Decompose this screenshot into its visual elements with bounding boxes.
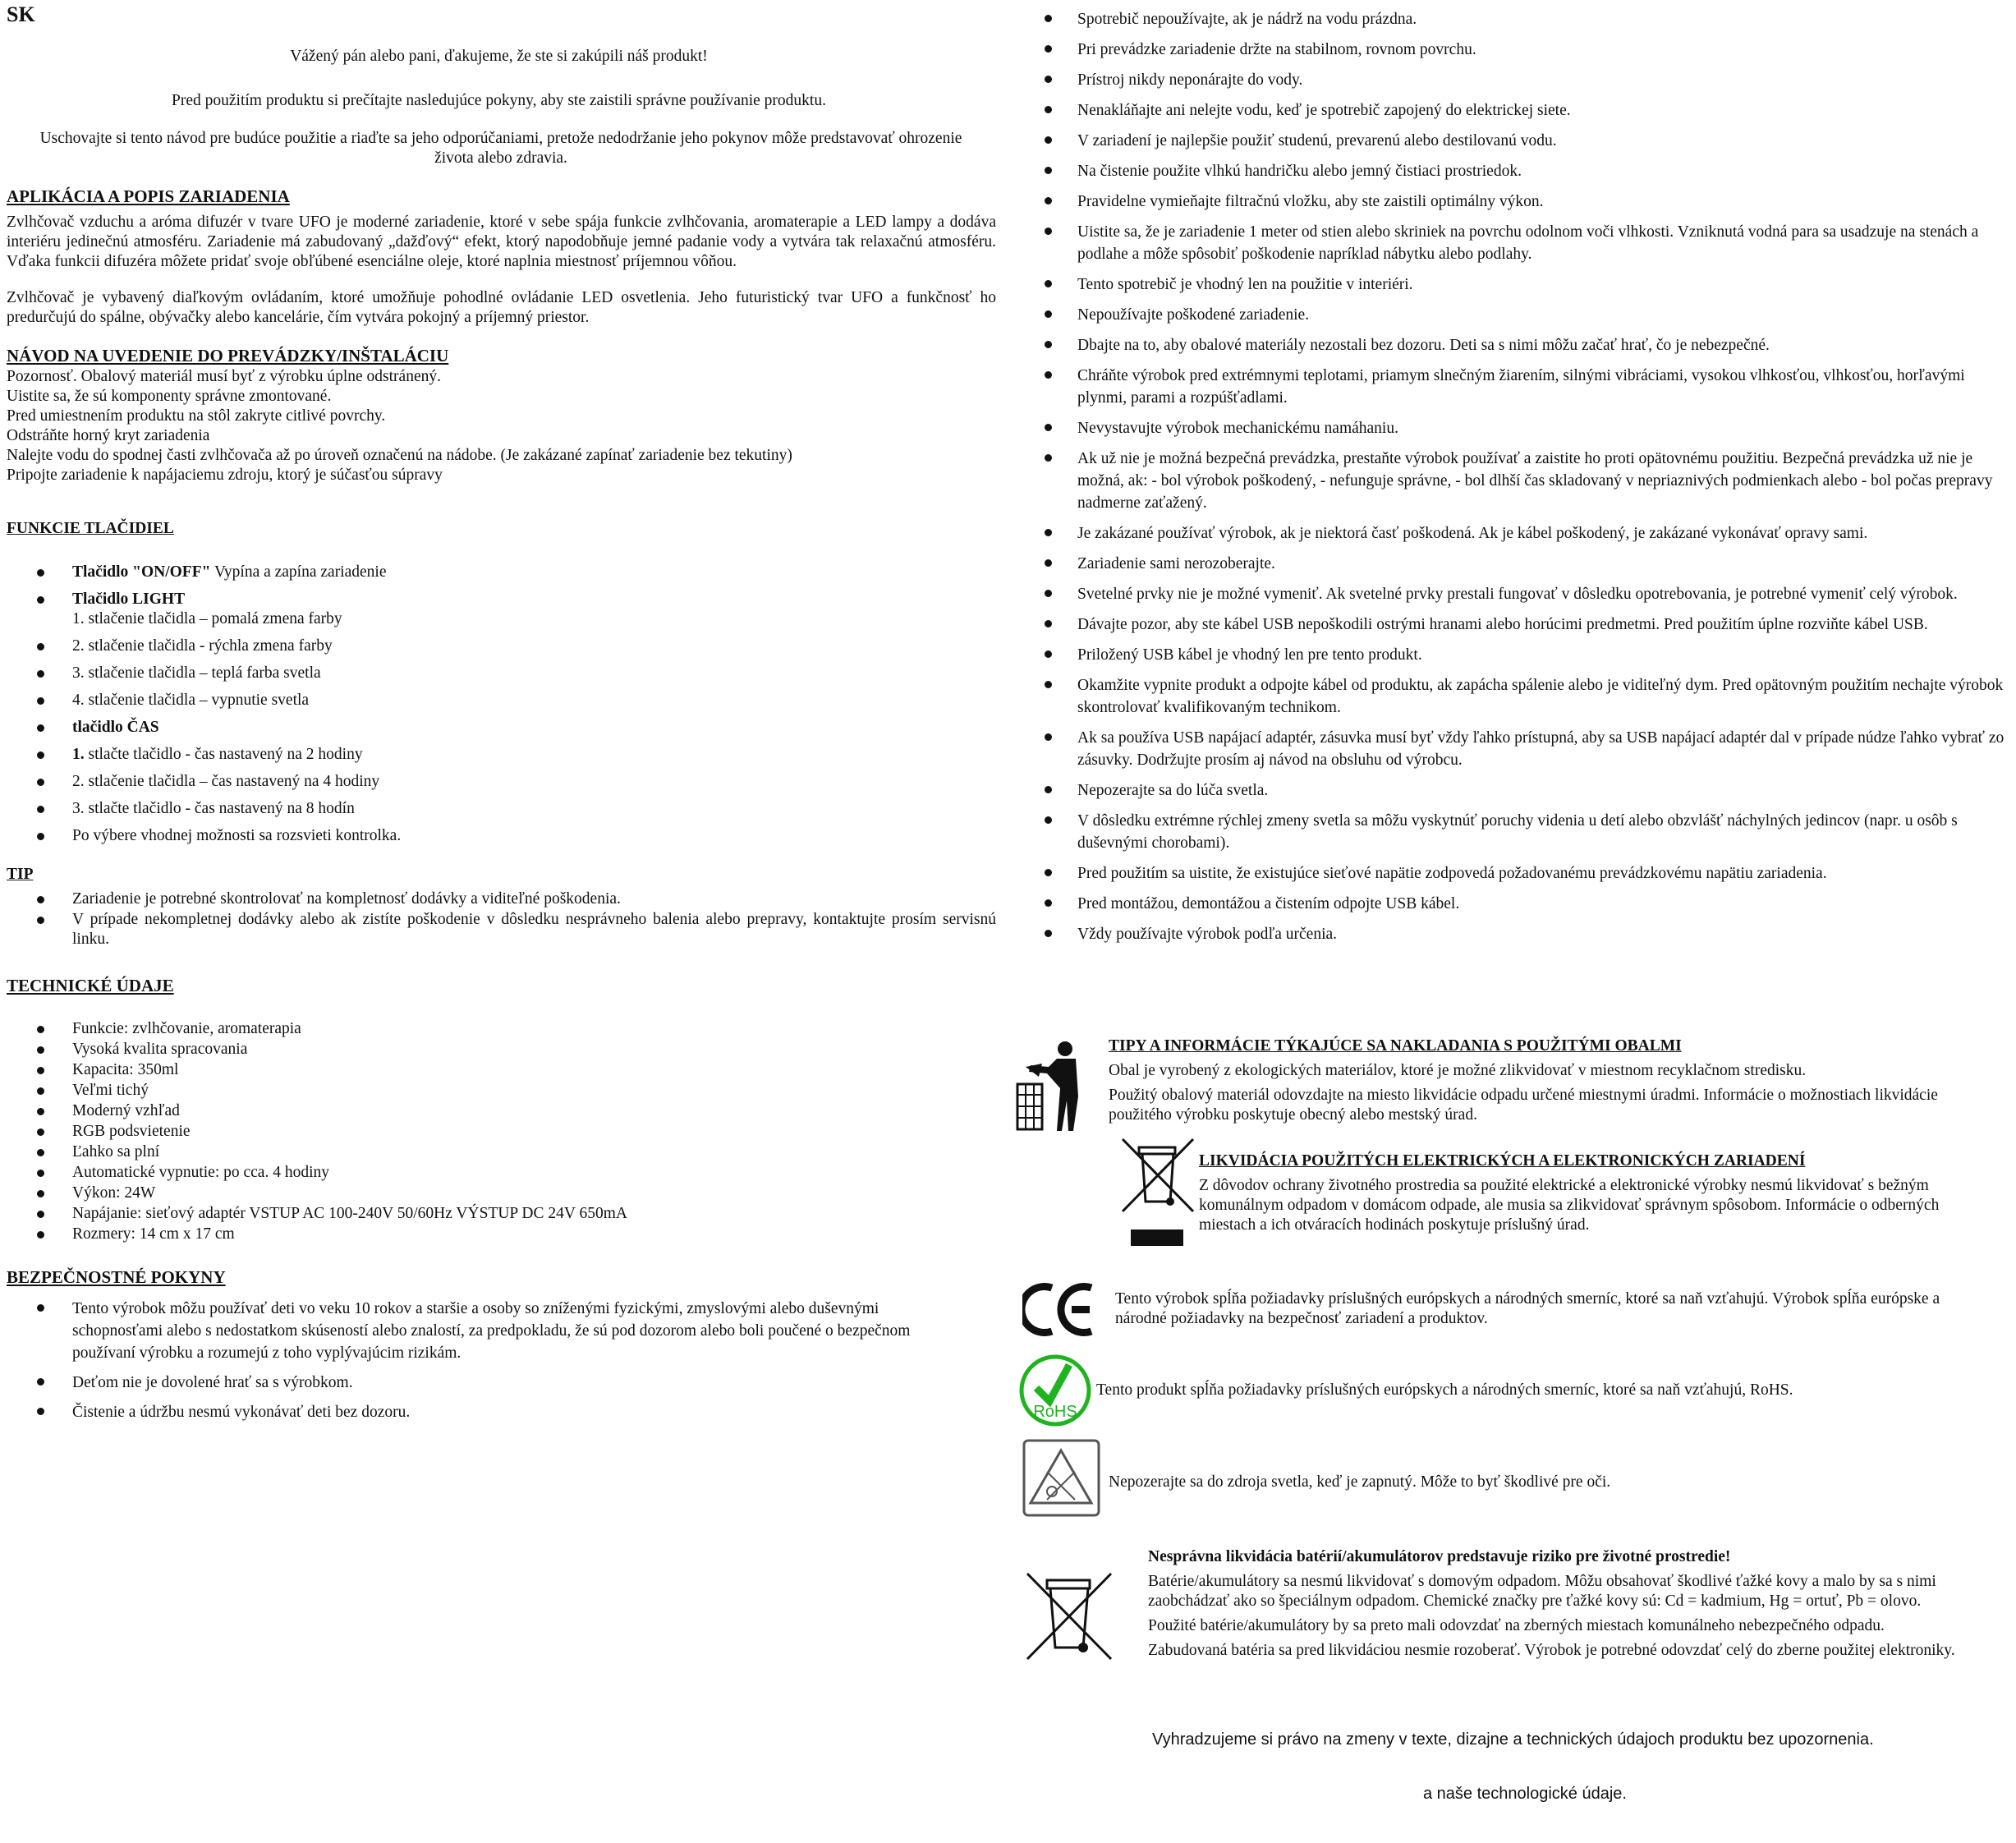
safety-item: Tento spotrebič je vhodný len na použitie v interiéri. (1039, 273, 2008, 296)
install-lines (7, 367, 996, 485)
function-item-text: 2. stlačenie tlačidla – čas nastavený na 4 hodiny (72, 773, 380, 790)
battery-lines (1148, 1572, 2010, 1666)
install-heading: NÁVOD NA UVEDENIE DO PREVÁDZKY/INŠTALÁCIU (7, 346, 449, 365)
greeting: Vážený pán alebo pani, ďakujeme, že ste si zakúpili náš produkt! (290, 48, 708, 65)
technical-list (7, 1019, 996, 1245)
safety-item: Nevystavujte výrobok mechanickému namáhaniu. (1039, 417, 2008, 439)
safety-item: Spotrebič nepoužívajte, ak je nádrž na vodu prázdna. (1039, 8, 2008, 30)
tip-heading: TIP (7, 866, 34, 883)
function-item-text: 2. stlačenie tlačidla - rýchla zmena farby (72, 637, 333, 655)
function-item-text: 4. stlačenie tlačidla – vypnutie svetla (72, 692, 310, 709)
read-instructions: Pred použitím produktu si prečítajte nasledujúce pokyny, aby ste zaistili správne používanie produktu. (172, 92, 826, 109)
install-step: Pred umiestnením produktu na stôl zakryte citlivé povrchy. (7, 407, 386, 425)
function-item-label: 1. (72, 746, 85, 763)
battery-text: Batérie/akumulátory sa nesmú likvidovať s domovým odpadom. Môžu obsahovať škodlivé ťažké kovy a malo by sa s nimi zaobchádzať ako so špeciálnym odpadom. Chemické značky pre ťažké kovy sú: Cd = kadmium, Hg = ortuť, Pb = olovo. (1148, 1573, 1936, 1610)
spec-item: Kapacita: 350ml (7, 1060, 996, 1080)
footer-line-1: Vyhradzujeme si právo na zmeny v texte, dizajne a technických údajoch produktu bez upozornenia. (1152, 1730, 1874, 1749)
spec-item: Automatické vypnutie: po cca. 4 hodiny (7, 1163, 996, 1183)
safety-list-continued (1039, 8, 2008, 954)
safety-item: Priložený USB kábel je vhodný len pre tento produkt. (1039, 644, 2008, 666)
function-item-label: Tlačidlo "ON/OFF" (72, 563, 211, 581)
function-item-detail: 1. stlačenie tlačidla – pomalá zmena farby (72, 610, 342, 627)
install-step: Uistite sa, že sú komponenty správne zmontované. (7, 388, 332, 405)
packaging-text-2: Použitý obalový materiál odovzdajte na miesto likvidácie odpadu určené miestnymi úradmi. Informácie o možnostiach likvidácie použitého výrobku poskytuje obecný alebo mestský úrad. (1109, 1087, 1938, 1124)
technical-heading: TECHNICKÉ ÚDAJE (7, 976, 174, 995)
language-code: SK (7, 2, 35, 26)
function-item-text: 3. stlačte tlačidlo - čas nastavený na 8 hodín (72, 800, 355, 817)
safety-item: Zariadenie sami nerozoberajte. (1039, 553, 2008, 575)
safety-item: Uistite sa, že je zariadenie 1 meter od stien alebo skriniek na povrchu odolnom voči vlhkosti. Vzniknutá vodná para sa usadzuje na stenách a podlahe a môže spôsobiť poškodenie napríklad nábytku alebo podlahy. (1039, 221, 2008, 265)
safety-item: Vždy používajte výrobok podľa určenia. (1039, 923, 2008, 945)
safety-item: Nepoužívajte poškodené zariadenie. (1039, 304, 2008, 326)
function-item-label: Tlačidlo LIGHT (72, 591, 186, 608)
safety-item: Prístroj nikdy neponárajte do vody. (1039, 69, 2008, 91)
function-item-text: Vypína a zapína zariadenie (210, 563, 387, 581)
safety-item: Na čistenie použite vlhkú handričku alebo jemný čistiaci prostriedok. (1039, 160, 2008, 182)
battery-heading: Nesprávna likvidácia batérií/akumulátorov predstavuje riziko pre životné prostredie! (1148, 1548, 1731, 1565)
function-item (7, 664, 996, 683)
rohs-label: RoHS (1033, 1403, 1077, 1421)
packaging-text-1: Obal je vyrobený z ekologických materiálov, ktoré je možné zlikvidovať v miestnom recyklačnom stredisku. (1109, 1062, 1807, 1079)
function-item (7, 772, 996, 792)
rohs-icon (1018, 1354, 1092, 1427)
tip-item: Zariadenie je potrebné skontrolovať na kompletnosť dodávky a viditeľné poškodenia. (7, 889, 996, 909)
tip-item: V prípade nekompletnej dodávky alebo ak zistíte poškodenie v dôsledku nesprávneho balenia alebo prepravy, kontaktujte prosím servisnú linku. (7, 910, 996, 949)
crossed-bin-weee-icon (1121, 1138, 1195, 1248)
application-heading: APLIKÁCIA A POPIS ZARIADENIA (7, 186, 290, 206)
spec-item: RGB podsvietenie (7, 1122, 996, 1142)
battery-text: Použité batérie/akumulátory by sa preto mali odovzdať na zberných miestach komunálneho nebezpečného odpadu. (1148, 1617, 1885, 1634)
application-paragraph-1: Zvlhčovač vzduchu a aróma difuzér v tvare UFO je moderné zariadenie, ktoré v sebe spája funkcie zvlhčovania, aromaterapie a LED lampy a dodáva interiéru jedinečnú atmosféru. Zariadenie má zabudovaný „dažďový“ efekt, ktorý napodobňuje jemné padanie vody a vytvára tak relaxačnú atmosféru. Vďaka funkcii difuzéra môžete pridať svoje obľúbené esenciálne oleje, ktoré naplnia miestnosť príjemnou vôňou. (7, 214, 996, 270)
safety-item: Deťom nie je dovolené hrať sa s výrobkom. (7, 1372, 943, 1394)
packaging-heading: TIPY A INFORMÁCIE TÝKAJÚCE SA NAKLADANIA S POUŽITÝMI OBALMI (1109, 1037, 1682, 1055)
spec-item: Výkon: 24W (7, 1183, 996, 1203)
spec-item: Rozmery: 14 cm x 17 cm (7, 1225, 996, 1244)
recycle-bin-person-icon (1014, 1039, 1084, 1133)
spec-item: Funkcie: zvlhčovanie, aromaterapia (7, 1019, 996, 1039)
safety-item: Ak sa používa USB napájací adaptér, zásuvka musí byť vždy ľahko prístupná, aby sa USB napájací adaptér dal v prípade núdze ľahko vybrať zo zásuvky. Dodržujte prosím aj návod na obsluhu od výrobcu. (1039, 727, 2008, 771)
safety-item: Pred použitím sa uistite, že existujúce sieťové napätie zodpovedá požadovanému prevádzkovému napätiu zariadenia. (1039, 862, 2008, 885)
light-warning-text: Nepozerajte sa do zdroja svetla, keď je zapnutý. Môže to byť škodlivé pre oči. (1109, 1473, 1611, 1491)
safety-item: Nepozerajte sa do lúča svetla. (1039, 779, 2008, 802)
function-item (7, 718, 996, 738)
keep-manual-note: Uschovajte si tento návod pre budúce použitie a riaďte sa jeho odporúčaniami, pretože nedodržanie jeho pokynov môže predstavovať ohrozenie života alebo zdravia. (39, 130, 962, 167)
battery-text: Zabudovaná batéria sa pred likvidáciou nesmie rozoberať. Výrobok je potrebné odovzdať celý do zberne použitej elektroniky. (1148, 1642, 1955, 1659)
function-item (7, 745, 996, 765)
ce-text: Tento výrobok spĺňa požiadavky príslušných európskych a národných smerníc, ktoré sa naň vzťahujú. Výrobok spĺňa európske a národné požiadavky na bezpečnosť zariadení a produktov. (1115, 1290, 1940, 1327)
tip-list (7, 889, 996, 950)
spec-item: Napájanie: sieťový adaptér VSTUP AC 100-240V 50/60Hz VÝSTUP DC 24V 650mA (7, 1204, 996, 1224)
application-paragraph-2: Zvlhčovač je vybavený diaľkovým ovládaním, ktoré umožňuje pohodlné ovládanie LED osvetlenia. Jeho futuristický tvar UFO a funkčnosť ho predurčujú do spálne, obývačky alebo kancelárie, čím vytvára pokojný a príjemný priestor. (7, 289, 996, 326)
functions-list (7, 563, 996, 853)
weee-heading: LIKVIDÁCIA POUŽITÝCH ELEKTRICKÝCH A ELEKTRONICKÝCH ZARIADENÍ (1199, 1152, 1806, 1170)
safety-item: Ak už nie je možná bezpečná prevádzka, prestaňte výrobok používať a zaistite ho proti opätovnému použitiu. Bezpečná prevádzka už nie je možná, ak: - bol výrobok poškodený, - nefunguje správne, - bol dlhší čas skladovaný v nepriaznivých podmienkach alebo - bol počas prepravy nadmerne zaťažený. (1039, 448, 2008, 514)
safety-item: Chráňte výrobok pred extrémnymi teplotami, priamym slnečným žiarením, silnými vibráciami, vysokou vlhkosťou, vlhkosťou, horľavými plynmi, parami a rozpúšťadlami. (1039, 365, 2008, 409)
safety-item: Tento výrobok môžu používať deti vo veku 10 rokov a staršie a osoby so zníženými fyzickými, zmyslovými alebo duševnými schopnosťami alebo s nedostatkom skúseností alebo znalostí, za predpokladu, že sú pod dozorom alebo boli poučené o bezpečnom používaní výrobku a rozumejú z toho vyplývajúcim rizikám. (7, 1298, 943, 1364)
footer-line-2: a naše technologické údaje. (1423, 1785, 1627, 1803)
spec-item: Moderný vzhľad (7, 1101, 996, 1121)
safety-list (7, 1298, 943, 1431)
safety-item: Dbajte na to, aby obalové materiály nezostali bez dozoru. Deti sa s nimi môžu začať hrať, čo je nebezpečné. (1039, 334, 2008, 356)
function-item-text: Po výbere vhodnej možnosti sa rozsvieti kontrolka. (72, 827, 402, 844)
function-item (7, 590, 996, 629)
function-item (7, 637, 996, 656)
safety-item: Svetelné prvky nie je možné vymeniť. Ak svetelné prvky prestali fungovať v dôsledku opotrebovania, je potrebné vymeniť celý výrobok. (1039, 583, 2008, 605)
function-item (7, 563, 996, 582)
function-item (7, 799, 996, 819)
eye-light-warning-icon (1022, 1439, 1100, 1517)
weee-text: Z dôvodov ochrany životného prostredia sa použité elektrické a elektronické výrobky nesmú likvidovať s bežným komunálnym odpadom v domácom odpade, ale musia sa zlikvidovať správnym spôsobom. Informácie o odberných miestach a ich otváracích hodinách poskytuje príslušný úrad. (1199, 1177, 1940, 1234)
install-step: Odstráňte horný kryt zariadenia (7, 427, 210, 444)
safety-item: Pri prevádzke zariadenie držte na stabilnom, rovnom povrchu. (1039, 39, 2008, 61)
function-item (7, 691, 996, 710)
safety-item: Čistenie a údržbu nesmú vykonávať deti bez dozoru. (7, 1401, 943, 1423)
spec-item: Ľahko sa plní (7, 1142, 996, 1162)
safety-item: Nenakláňajte ani nelejte vodu, keď je spotrebič zapojený do elektrickej siete. (1039, 99, 2008, 122)
install-step: Pripojte zariadenie k napájaciemu zdroju, ktorý je súčasťou súpravy (7, 466, 443, 484)
safety-item: Dávajte pozor, aby ste kábel USB nepoškodili ostrými hranami alebo horúcimi predmetmi. Pred použitím úplne rozviňte kábel USB. (1039, 614, 2008, 636)
safety-heading: BEZPEČNOSTNÉ POKYNY (7, 1267, 226, 1287)
safety-item: Pred montážou, demontážou a čistením odpojte USB kábel. (1039, 893, 2008, 915)
safety-item: Pravidelne vymieňajte filtračnú vložku, aby ste zaistili optimálny výkon. (1039, 191, 2008, 213)
function-item-text: 3. stlačenie tlačidla – teplá farba svetla (72, 664, 321, 682)
ce-mark-icon (1022, 1283, 1096, 1336)
function-item (7, 826, 996, 846)
safety-item: Okamžite vypnite produkt a odpojte kábel od produktu, ak zapácha spálenie alebo je viditeľný dym. Pred opätovným použitím nechajte výrobok skontrolovať kvalifikovaným technikom. (1039, 674, 2008, 719)
spec-item: Vysoká kvalita spracovania (7, 1040, 996, 1059)
install-step: Nalejte vodu do spodnej časti zvlhčovača až po úroveň označenú na nádobe. (Je zakázané zapínať zariadenie bez tekutiny) (7, 447, 792, 464)
install-step: Pozornosť. Obalový materiál musí byť z výrobku úplne odstránený. (7, 368, 441, 385)
spec-item: Veľmi tichý (7, 1081, 996, 1101)
safety-item: Je zakázané používať výrobok, ak je niektorá časť poškodená. Ak je kábel poškodený, je zakázané vykonávať opravy sami. (1039, 522, 2008, 545)
safety-item: V zariadení je najlepšie použiť studenú, prevarenú alebo destilovanú vodu. (1039, 130, 2008, 152)
crossed-bin-battery-icon (1022, 1569, 1117, 1663)
function-item-label: tlačidlo ČAS (72, 719, 159, 736)
functions-heading: FUNKCIE TLAČIDIEL (7, 520, 174, 537)
rohs-text: Tento produkt spĺňa požiadavky príslušných európskych a národných smerníc, ktoré sa naň vzťahujú, RoHS. (1096, 1381, 1793, 1399)
safety-item: V dôsledku extrémne rýchlej zmeny svetla sa môžu vyskytnúť poruchy videnia u detí alebo obzvlášť náchylných jedincov (napr. u osôb s duševnými chorobami). (1039, 810, 2008, 854)
function-item-text: stlačte tlačidlo - čas nastavený na 2 hodiny (84, 746, 363, 763)
